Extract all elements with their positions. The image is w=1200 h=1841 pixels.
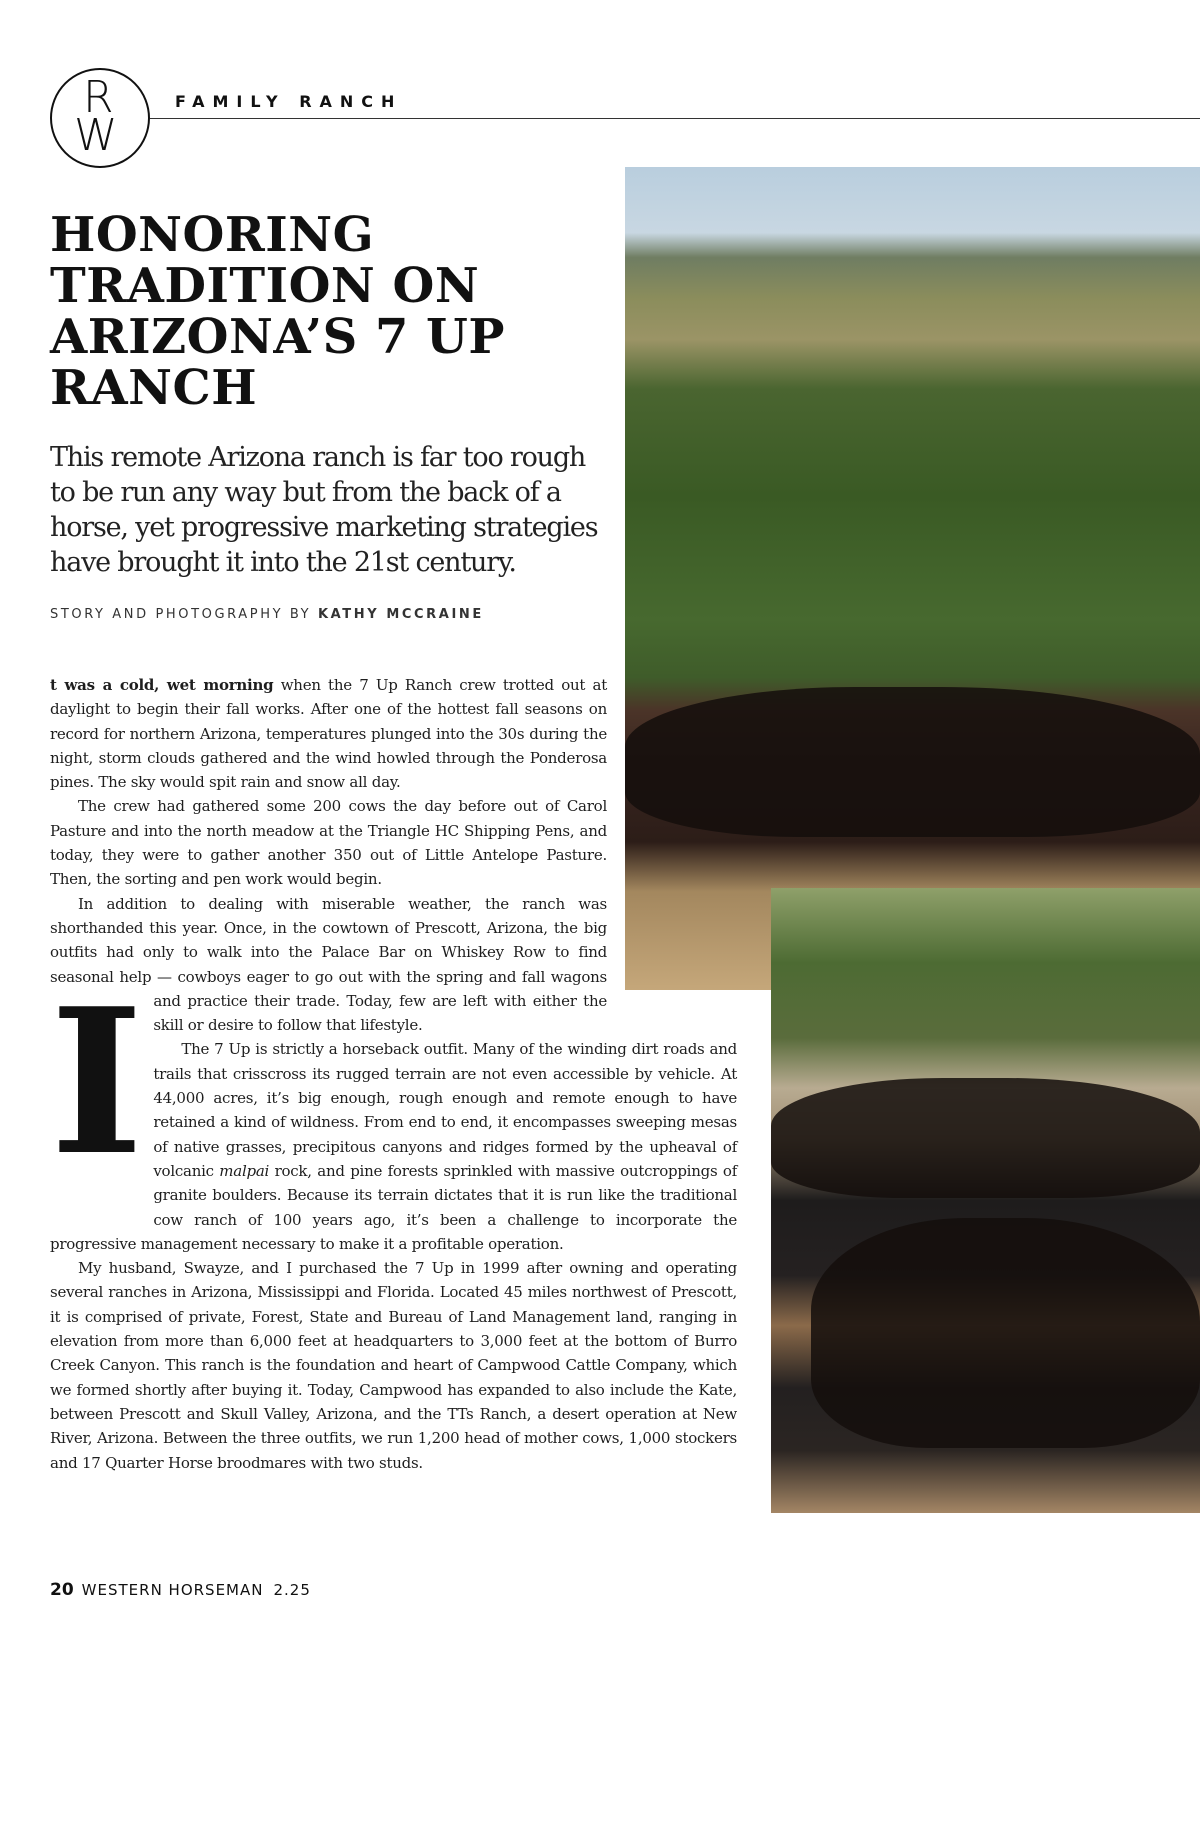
logo-letter-w: W [74,110,118,161]
lead-in: t was a cold, wet morning [50,676,274,694]
logo-letter-r: R [83,72,114,123]
page-number: 20 [50,1580,74,1600]
paragraph-4-text-b: rock, and pine forests sprinkled with massive outcroppings of granite boulders. Because its terrain dictates that it is run like the traditional cow ranch of 100 years ago, it’s been a challenge to incorporate the progressive management necessary to make it a profitable operation. [50,1161,737,1253]
paragraph-3: In addition to dealing with miserable weather, the ranch was shorthanded this year. Once, in the cowtown of Prescott, Arizona, the big outfits had only to walk into the Palace Bar on Whiskey Row to find seasonal help — cowboys eager to go out with the spring and fall wagons and practice their trade. Today, few are left with either the skill or desire to follow that lifestyle. [50,894,607,1035]
paragraph-4 [50,1037,745,1256]
issue-date: 2.25 [273,1581,311,1599]
section-label: FAMILY RANCH [175,92,403,111]
header-rule [150,118,1200,119]
photo-cattle-shape-lower [811,1218,1200,1448]
publication-name: WESTERN HORSEMAN [81,1581,264,1599]
paragraph-4-text-a: The 7 Up is strictly a horseback outfit. Many of the winding dirt roads and trails that crisscross its rugged terrain are not even accessible by vehicle. At 44,000 acres, it’s big enough, rough enough and remote enough to have retained a kind of wildness. From end to end, it encompasses sweeping mesas of native grasses, precipitous canyons and ridges formed by the upheaval of volcanic [153,1040,737,1180]
paragraph-5: My husband, Swayze, and I purchased the 7 Up in 1999 after owning and operating several ranches in Arizona, Mississippi and Florida. Located 45 miles northwest of Prescott, it is comprised of private, Forest, State and Bureau of Land Management land, ranging in elevation from more than 6,000 feet at headquarters to 3,000 feet at the bottom of Burro Creek Canyon. This ranch is the foundation and heart of Campwood Cattle Company, which we formed shortly after buying it. Today, Campwood has expanded to also include the Kate, between Prescott and Skull Valley, Arizona, and the TTs Ranch, a desert operation at New River, Arizona. Between the three outfits, we run 1,200 head of mother cows, 1,000 stockers and 17 Quarter Horse broodmares with two studs. [50,1259,737,1472]
photo-black-cattle-pen [771,888,1200,1513]
byline [50,607,484,622]
photo-cattle-shape-upper [771,1078,1200,1198]
dek: This remote Arizona ranch is far too rough to be run any way but from the back of a horse, yet progressive marketing strategies have brought it into the 21st century. [50,442,598,578]
byline-author: KATHY MCCRAINE [317,607,484,622]
paragraph-1-text: when the 7 Up Ranch crew trotted out at daylight to begin their fall works. After one of the hottest fall seasons on record for northern Arizona, temperatures plunged into the 30s during the night, storm clouds gathered and the wind howled through the Ponderosa pines. The sky would spit rain and snow all day. [50,676,607,792]
photo1-wrap-spacer [607,673,745,991]
page-footer [50,1580,311,1600]
rw-logo [50,68,150,168]
article-body [50,673,745,1841]
headline: HONORING TRADITION ON ARIZONA’S 7 UP RANCH [50,207,506,416]
dropcap: I [50,965,144,1200]
byline-prefix: STORY AND PHOTOGRAPHY BY [50,607,312,622]
paragraph-4-italic: malpai [219,1161,270,1180]
paragraph-2: The crew had gathered some 200 cows the day before out of Carol Pasture and into the north meadow at the Triangle HC Shipping Pens, and today, they were to gather another 350 out of Little Antelope Pasture. Then, the sorting and pen work would begin. [50,797,607,889]
photo2-wrap-spacer [737,991,745,1841]
